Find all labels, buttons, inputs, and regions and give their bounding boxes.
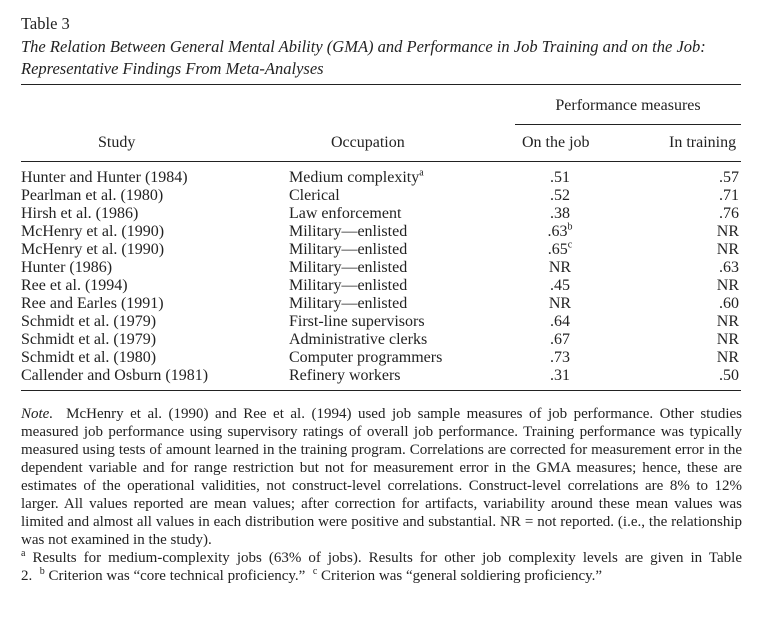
cell-on-the-job-value: NR — [548, 259, 572, 276]
table-row — [21, 367, 743, 385]
cell-in-training-value: NR — [716, 241, 739, 258]
cell-on-the-job-value: .45 — [550, 277, 570, 294]
cell-study-value: Schmidt et al. (1980) — [21, 349, 157, 366]
cell-in-training-value: NR — [716, 331, 739, 348]
cell-in-training — [681, 367, 739, 385]
cell-occupation — [289, 259, 407, 277]
cell-study — [21, 331, 156, 349]
cell-study — [21, 205, 138, 223]
cell-study — [21, 349, 156, 367]
cell-on-the-job-value: .38 — [550, 205, 570, 222]
cell-occupation — [289, 187, 340, 205]
footnote-mark-b: b — [39, 566, 45, 577]
cell-on-the-job-value: .73 — [550, 349, 570, 366]
cell-occupation — [289, 205, 401, 223]
cell-in-training-value: .71 — [719, 187, 739, 204]
cell-occupation-value: Military—enlisted — [289, 277, 408, 294]
cell-in-training — [681, 277, 739, 295]
group-header-rule — [515, 124, 741, 125]
table-row — [21, 205, 743, 223]
cell-on-the-job-value: .52 — [550, 187, 570, 204]
table-row — [21, 313, 743, 331]
cell-occupation-value: Refinery workers — [289, 367, 401, 384]
column-header-on-the-job: On the job — [522, 134, 590, 151]
cell-in-training — [681, 223, 739, 241]
cell-in-training — [681, 349, 739, 367]
table-row — [21, 241, 743, 259]
table-row — [21, 331, 743, 349]
footnote-mark-c: c — [312, 566, 318, 577]
cell-occupation-value: Law enforcement — [289, 205, 402, 222]
cell-on-the-job-value: .64 — [550, 313, 570, 330]
table-row — [21, 187, 743, 205]
table-row — [21, 223, 743, 241]
cell-in-training — [681, 313, 739, 331]
cell-in-training — [681, 187, 739, 205]
cell-on-the-job-value: .67 — [550, 331, 570, 348]
cell-on-the-job — [530, 241, 590, 259]
note-label: Note. — [21, 406, 54, 422]
cell-study — [21, 313, 156, 331]
cell-study-value: Hirsh et al. (1986) — [21, 205, 139, 222]
cell-on-the-job — [530, 205, 590, 223]
cell-occupation — [289, 241, 407, 259]
note-text: McHenry et al. (1990) and Ree et al. (1994) used job sample measures of job performance. Other studies measured job performance using supervisory ratings of overall job performance. Training performance was typically measured using tests of amount learned in the training program. Correlations are corrected for measurement error in the dependent variable and for range restriction but not for measurement error in the GMA measures; hence, these are estimates of the operational validities, not construct-level correlations. Construct-level correlations are 8% to 12% larger. All values reported are mean values; after correction for artifacts, variability around these mean values was limited and almost all values in each distribution were positive and substantial. NR = not reported. (i.e., the relationship was not examined in the study). — [21, 406, 743, 548]
cell-study — [21, 169, 188, 187]
cell-study-value: Hunter and Hunter (1984) — [21, 169, 188, 186]
cell-occupation-value: First-line supervisors — [289, 313, 425, 330]
cell-occupation-value: Administrative clerks — [289, 331, 428, 348]
cell-occupation-value: Military—enlisted — [289, 295, 408, 312]
cell-in-training-value: NR — [716, 223, 739, 240]
cell-on-the-job — [530, 313, 590, 331]
cell-study — [21, 295, 164, 313]
table-note — [21, 405, 742, 585]
cell-in-training-value: .76 — [719, 205, 739, 222]
cell-in-training-value: NR — [716, 277, 739, 294]
cell-on-the-job — [530, 295, 590, 313]
cell-in-training-value: NR — [716, 349, 739, 366]
cell-in-training-value: .63 — [719, 259, 739, 276]
table-title: The Relation Between General Mental Ability (GMA) and Performance in Job Training and on the Job: Representative Findings From Meta-Analyses — [21, 37, 706, 78]
cell-in-training — [681, 259, 739, 277]
cell-in-training — [681, 241, 739, 259]
cell-on-the-job-value: .51 — [550, 169, 570, 186]
column-header-in-training: In training — [669, 134, 737, 151]
cell-occupation — [289, 277, 407, 295]
cell-on-the-job — [530, 187, 590, 205]
cell-on-the-job — [530, 349, 590, 367]
cell-on-the-job-footnote-mark: b — [567, 221, 573, 233]
cell-study-value: McHenry et al. (1990) — [21, 241, 165, 258]
cell-in-training — [681, 205, 739, 223]
top-rule — [21, 84, 741, 85]
cell-on-the-job-value: NR — [548, 295, 572, 312]
footnote-c: Criterion was “general soldiering proficiency.” — [321, 568, 603, 584]
cell-in-training — [681, 169, 739, 187]
table-row — [21, 349, 743, 367]
table-row — [21, 295, 743, 313]
cell-occupation-value: Medium complexity — [289, 169, 420, 186]
header-rule — [21, 161, 741, 162]
performance-measures-header: Performance measures — [555, 97, 701, 114]
cell-occupation-value: Military—enlisted — [289, 259, 408, 276]
cell-study — [21, 241, 164, 259]
cell-study-value: Ree and Earles (1991) — [21, 295, 164, 312]
cell-occupation — [289, 313, 425, 331]
cell-occupation-value: Clerical — [289, 187, 340, 204]
cell-study-value: Pearlman et al. (1980) — [21, 187, 164, 204]
cell-study-value: McHenry et al. (1990) — [21, 223, 165, 240]
cell-on-the-job — [530, 367, 590, 385]
cell-occupation — [289, 169, 424, 187]
cell-occupation — [289, 331, 427, 349]
cell-occupation — [289, 349, 442, 367]
cell-in-training-value: .60 — [719, 295, 739, 312]
cell-study — [21, 277, 128, 295]
cell-on-the-job-value: .65 — [547, 241, 568, 258]
cell-on-the-job-value: .31 — [550, 367, 570, 384]
cell-in-training — [681, 331, 739, 349]
cell-in-training-value: .57 — [719, 169, 739, 186]
cell-study-value: Ree et al. (1994) — [21, 277, 128, 294]
cell-on-the-job-footnote-mark: c — [567, 239, 573, 251]
cell-on-the-job — [530, 259, 590, 277]
cell-occupation — [289, 367, 401, 385]
cell-study-value: Schmidt et al. (1979) — [21, 331, 157, 348]
cell-on-the-job — [530, 277, 590, 295]
footnote-a: Results for medium-complexity jobs (63% of jobs). Results for other job complexity levels are given in Table 2. — [21, 550, 742, 584]
cell-study — [21, 187, 163, 205]
cell-occupation-value: Military—enlisted — [289, 223, 408, 240]
cell-occupation — [289, 295, 407, 313]
cell-on-the-job — [530, 169, 590, 187]
cell-occupation-footnote-mark: a — [419, 167, 424, 179]
cell-in-training-value: NR — [716, 313, 739, 330]
footnote-mark-a: a — [21, 548, 26, 559]
cell-on-the-job-value: .63 — [547, 223, 568, 240]
column-header-study: Study — [98, 134, 136, 151]
cell-in-training — [681, 295, 739, 313]
cell-on-the-job — [530, 331, 590, 349]
cell-in-training-value: .50 — [719, 367, 739, 384]
cell-study — [21, 223, 164, 241]
column-header-occupation: Occupation — [331, 134, 405, 151]
cell-occupation-value: Computer programmers — [289, 349, 443, 366]
cell-study — [21, 259, 112, 277]
table-label: Table 3 — [21, 14, 70, 33]
cell-occupation-value: Military—enlisted — [289, 241, 408, 258]
cell-study-value: Hunter (1986) — [21, 259, 113, 276]
table-body — [21, 169, 743, 385]
cell-study-value: Callender and Osburn (1981) — [21, 367, 209, 384]
table-row — [21, 277, 743, 295]
table-row — [21, 169, 743, 187]
cell-study-value: Schmidt et al. (1979) — [21, 313, 157, 330]
table-row — [21, 259, 743, 277]
cell-study — [21, 367, 208, 385]
bottom-rule — [21, 390, 741, 391]
footnote-b: Criterion was “core technical proficiency.” — [48, 568, 306, 584]
cell-occupation — [289, 223, 407, 241]
cell-on-the-job — [530, 223, 590, 241]
